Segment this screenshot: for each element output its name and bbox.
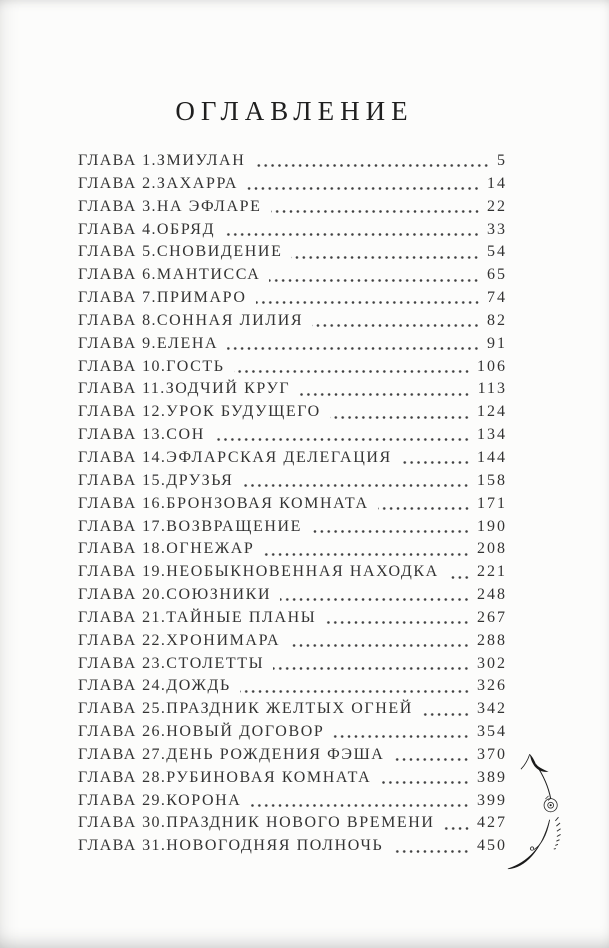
toc-row [78, 287, 505, 310]
chapter-title: НОВЫЙ ДОГОВОР [166, 723, 325, 741]
page-number: 14 [487, 174, 507, 192]
chapter-label: ГЛАВА 6. [78, 266, 157, 284]
chapter-label: ГЛАВА 8. [78, 311, 157, 329]
toc-row [78, 516, 505, 539]
page-number: 158 [477, 471, 507, 489]
toc-row [78, 310, 505, 333]
page-number: 326 [477, 677, 507, 695]
crescent-stroke [508, 820, 550, 869]
toc-row [78, 333, 505, 356]
chapter-title: СОННАЯ ЛИЛИЯ [156, 311, 304, 329]
chapter-title: ТАЙНЫЕ ПЛАНЫ [166, 608, 317, 626]
page-number: 74 [487, 289, 507, 307]
page-number: 171 [477, 494, 507, 512]
page-number: 427 [477, 814, 507, 832]
page-title: ОГЛАВЛЕНИЕ [175, 96, 414, 126]
dot-leader [234, 370, 470, 373]
chapter-title: СТОЛЕТТЫ [166, 654, 265, 672]
toc-row [78, 264, 505, 287]
toc-row [78, 447, 505, 470]
chapter-title: СОЮЗНИКИ [166, 586, 272, 604]
chapter-label: ГЛАВА 12. [78, 403, 167, 421]
chapter-label: ГЛАВА 25. [78, 700, 167, 718]
toc-row [78, 241, 505, 264]
arrow-flourish-decoration [503, 752, 567, 872]
chapter-title: СОН [166, 426, 205, 444]
toc-row [78, 219, 505, 242]
toc-row [78, 812, 505, 835]
chapter-title: БРОНЗОВАЯ КОМНАТА [166, 494, 369, 512]
chapter-title: ДОЖДЬ [166, 677, 231, 695]
dot-leader [311, 530, 470, 533]
inner-curl-stroke [530, 820, 549, 850]
dot-leader [393, 758, 470, 761]
page-number: 134 [477, 426, 507, 444]
chapter-title: НЕОБЫКНОВЕННАЯ НАХОДКА [166, 563, 439, 581]
toc-row [78, 721, 505, 744]
hatch-dashes [554, 817, 561, 849]
dot-leader [263, 553, 470, 556]
dot-leader [269, 279, 480, 282]
page-number: 389 [477, 768, 507, 786]
toc-row [78, 561, 505, 584]
chapter-title: ОБРЯД [156, 220, 216, 238]
toc-row [78, 356, 505, 379]
chapter-title: ХРОНИМАРА [166, 631, 281, 649]
chapter-label: ГЛАВА 18. [78, 540, 167, 558]
page-number: 302 [477, 654, 507, 672]
page-number: 65 [487, 266, 507, 284]
dot-leader [333, 735, 470, 738]
dot-leader [250, 804, 470, 807]
chapter-title: МАНТИССА [156, 266, 261, 284]
dot-leader [444, 827, 470, 830]
chapter-label: ГЛАВА 20. [78, 586, 167, 604]
chapter-label: ГЛАВА 4. [78, 220, 157, 238]
toc-row [78, 470, 505, 493]
chapter-label: ГЛАВА 9. [78, 334, 157, 352]
chapter-title: ПРАЗДНИК НОВОГО ВРЕМЕНИ [166, 814, 435, 832]
chapter-label: ГЛАВА 11. [78, 380, 166, 398]
dot-leader [330, 416, 470, 419]
toc-row [78, 493, 505, 516]
dot-leader [380, 781, 470, 784]
chapter-title: НОВОГОДНЯЯ ПОЛНОЧЬ [166, 837, 384, 855]
toc-row [78, 173, 505, 196]
toc-row [78, 767, 505, 790]
chapter-title: ЗМИУЛАН [156, 152, 246, 169]
toc-row [78, 698, 505, 721]
dot-leader [392, 850, 470, 853]
chapter-title: ЗОДЧИЙ КРУГ [165, 380, 291, 398]
chapter-title: КОРОНА [166, 791, 242, 809]
toc-row [78, 196, 505, 219]
chapter-label: ГЛАВА 10. [78, 357, 167, 375]
chapter-label: ГЛАВА 16. [78, 494, 167, 512]
dot-leader [271, 210, 480, 213]
chapter-title: НА ЭФЛАРЕ [156, 197, 262, 215]
page-number: 54 [487, 243, 507, 261]
chapter-title: СНОВИДЕНИЕ [156, 243, 283, 261]
chapter-title: ПРИМАРО [156, 289, 247, 307]
page-number: 82 [487, 311, 507, 329]
page-number: 144 [477, 448, 507, 466]
toc-row [78, 835, 505, 858]
dot-leader [280, 598, 470, 601]
dot-leader [256, 301, 480, 304]
dot-leader [325, 621, 470, 624]
dot-leader [378, 507, 470, 510]
chapter-title: ЕЛЕНА [156, 334, 219, 352]
page-number: 33 [487, 220, 507, 238]
page-number: 221 [477, 563, 507, 581]
chapter-label: ГЛАВА 15. [78, 471, 167, 489]
page-number: 91 [487, 334, 507, 352]
chapter-label: ГЛАВА 26. [78, 723, 167, 741]
chapter-title: ГОСТЬ [166, 357, 225, 375]
chapter-label: ГЛАВА 27. [78, 745, 167, 763]
page-number: 106 [477, 357, 507, 375]
toc-row [78, 790, 505, 813]
page-number: 22 [487, 197, 507, 215]
page-number: 288 [477, 631, 507, 649]
dot-leader [247, 187, 480, 190]
chapter-label: ГЛАВА 5. [78, 243, 157, 261]
chapter-label: ГЛАВА 19. [78, 563, 167, 581]
chapter-title: УРОК БУДУЩЕГО [166, 403, 321, 421]
dot-leader [227, 347, 480, 350]
page-number: 450 [477, 837, 507, 855]
chapter-label: ГЛАВА 21. [78, 608, 167, 626]
page-number: 399 [477, 791, 507, 809]
chapter-label: ГЛАВА 1. [78, 152, 157, 169]
chapter-title: ПРАЗДНИК ЖЕЛТЫХ ОГНЕЙ [166, 700, 413, 718]
chapter-label: ГЛАВА 22. [78, 631, 167, 649]
page-number: 267 [477, 608, 507, 626]
chapter-title: ДЕНЬ РОЖДЕНИЯ ФЭША [166, 745, 385, 763]
chapter-label: ГЛАВА 17. [78, 517, 167, 535]
page-number: 5 [497, 152, 507, 169]
dot-leader [242, 484, 470, 487]
chapter-label: ГЛАВА 28. [78, 768, 167, 786]
toc-row [78, 675, 505, 698]
toc-row [78, 538, 505, 561]
chapter-label: ГЛАВА 31. [78, 837, 167, 855]
dot-leader [289, 644, 470, 647]
toc-row [78, 607, 505, 630]
chapter-label: ГЛАВА 30. [78, 814, 167, 832]
chapter-label: ГЛАВА 14. [78, 448, 167, 466]
toc-row [78, 744, 505, 767]
chapter-label: ГЛАВА 2. [78, 174, 157, 192]
chapter-title: ДРУЗЬЯ [166, 471, 234, 489]
chapter-title: ОГНЕЖАР [166, 540, 255, 558]
dot-leader [448, 576, 470, 579]
toc-row [78, 630, 505, 653]
toc-list [78, 150, 505, 858]
page-number: 113 [477, 380, 507, 398]
chapter-label: ГЛАВА 7. [78, 289, 157, 307]
chapter-label: ГЛАВА 23. [78, 654, 167, 672]
page-number: 354 [477, 723, 507, 741]
chapter-label: ГЛАВА 3. [78, 197, 157, 215]
chapter-label: ГЛАВА 13. [78, 426, 167, 444]
dot-leader [299, 393, 470, 396]
toc-row [78, 401, 505, 424]
page-number: 248 [477, 586, 507, 604]
dot-leader [214, 438, 470, 441]
dot-leader [273, 667, 470, 670]
chapter-title: ЗАХАРРА [156, 174, 239, 192]
chapter-title: ВОЗВРАЩЕНИЕ [166, 517, 302, 535]
arrowhead [521, 754, 549, 772]
dot-leader [254, 164, 490, 167]
dot-leader [291, 256, 480, 259]
page-number: 190 [477, 517, 507, 535]
toc-row [78, 584, 505, 607]
dot-leader [240, 690, 470, 693]
toc-row [78, 424, 505, 447]
chapter-label: ГЛАВА 24. [78, 677, 167, 695]
page-number: 370 [477, 745, 507, 763]
dot-leader [422, 713, 470, 716]
toc-row [78, 653, 505, 676]
dot-leader [224, 233, 480, 236]
dot-leader [401, 461, 470, 464]
toc-row [78, 378, 505, 401]
chapter-title: ЭФЛАРСКАЯ ДЕЛЕГАЦИЯ [166, 448, 392, 466]
page-number: 208 [477, 540, 507, 558]
dot-leader [312, 324, 480, 327]
page-number: 342 [477, 700, 507, 718]
chapter-label: ГЛАВА 29. [78, 791, 167, 809]
toc-row [78, 150, 505, 173]
page-number: 124 [477, 403, 507, 421]
chapter-title: РУБИНОВАЯ КОМНАТА [166, 768, 372, 786]
